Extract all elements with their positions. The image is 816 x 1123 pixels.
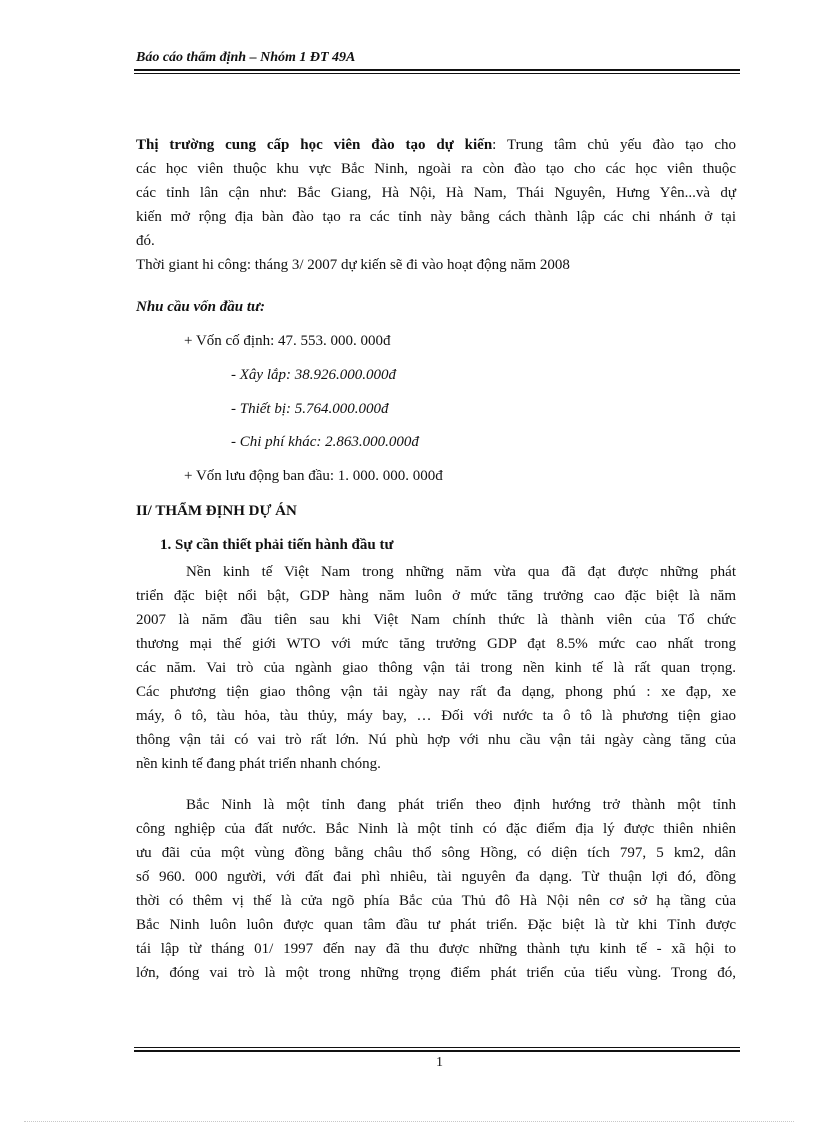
- market-label: Thị trường cung cấp học viên đào tạo dự kiến: [136, 137, 493, 153]
- paragraph-1: [136, 560, 736, 776]
- schedule-line: Thời giant hi công: tháng 3/ 2007 dự kiến sẽ đi vào hoạt động năm 2008: [136, 257, 570, 273]
- header-rule-top: [134, 69, 740, 71]
- capital-other: - Chi phí khác: 2.863.000.000đ: [231, 434, 419, 450]
- capital-construction: - Xây lắp: 38.926.000.000đ: [231, 367, 396, 383]
- para2-line: số 960. 000 người, với đất đai phì nhiêu, tài nguyên đa dạng. Từ thuận lợi đó, đồng: [136, 869, 736, 885]
- capital-working: + Vốn lưu động ban đầu: 1. 000. 000. 000đ: [184, 468, 443, 484]
- para1-line: Nền kinh tế Việt Nam trong những năm vừa qua đã đạt được những phát: [186, 564, 736, 580]
- para1-line: máy, ô tô, tàu hỏa, tàu thủy, máy bay, … Đối với nước ta ô tô là phương tiện giao: [136, 708, 736, 724]
- para1-line: Các phương tiện giao thông vận tải ngày nay rất đa dạng, phong phú : xe đạp, xe: [136, 684, 736, 700]
- market-line-4: kiến mở rộng địa bàn đào tạo ra các tỉnh này bằng cách thành lập các chi nhánh ở tại: [136, 209, 736, 225]
- footer-rule-top: [134, 1047, 740, 1048]
- capital-equipment: - Thiết bị: 5.764.000.000đ: [231, 401, 389, 417]
- para1-line: 2007 là năm đầu tiên sau khi Việt Nam chính thức là thành viên của Tổ chức: [136, 612, 736, 628]
- market-line-1: [136, 133, 736, 157]
- capital-heading: [136, 295, 736, 319]
- section2-sub1: 1. Sự cần thiết phải tiến hành đầu tư: [160, 537, 394, 553]
- para1-line: thông vận tải có vai trò rất lớn. Nú phù hợp với nhu cầu vận tải ngày càng tăng của: [136, 732, 736, 748]
- market-line1-rest: : Trung tâm chủ yếu đào tạo cho: [492, 137, 736, 153]
- para1-line: các năm. Vai trò của ngành giao thông vận tải trong nền kinh tế là rất quan trọng.: [136, 660, 736, 676]
- capital-heading-text: Nhu cầu vốn đầu tư:: [136, 299, 266, 315]
- para2-line: lớn, đóng vai trò là một trong những trọng điểm phát triển của tiểu vùng. Trong đó,: [136, 965, 736, 981]
- para1-line: thương mại thế giới WTO với mức tăng trưởng GDP đạt 8.5% mức cao nhất trong: [136, 636, 736, 652]
- page-edge-dotted-line: [24, 1121, 794, 1122]
- para2-line: ưu đãi của một vùng đồng bằng châu thổ sông Hồng, có diện tích 797, 5 km2, dân: [136, 845, 736, 861]
- market-line-2: các học viên thuộc khu vực Bắc Ninh, ngoài ra còn đào tạo cho các học viên thuộc: [136, 161, 736, 177]
- para2-line: công nghiệp của đất nước. Bắc Ninh là một tỉnh có đặc điểm địa lý được thiên nhiên: [136, 821, 736, 837]
- paragraph-2: [136, 793, 736, 985]
- section2-heading: II/ THẨM ĐỊNH DỰ ÁN: [136, 503, 297, 519]
- market-line-3: các tỉnh lân cận như: Bắc Giang, Hà Nội, Hà Nam, Thái Nguyên, Hưng Yên...và dự: [136, 185, 736, 201]
- para2-line: Bắc Ninh là một tỉnh đang phát triển theo định hướng trở thành một tỉnh: [186, 797, 736, 813]
- footer-rule-bottom: [134, 1050, 740, 1052]
- capital-fixed: + Vốn cố định: 47. 553. 000. 000đ: [184, 333, 391, 349]
- market-paragraph: [136, 133, 736, 277]
- para2-line: thời có thêm vị thế là cửa ngõ phía Bắc của Thủ đô Hà Nội nên cơ sở hạ tầng của: [136, 893, 736, 909]
- header-title: Báo cáo thẩm định – Nhóm 1 ĐT 49A: [136, 50, 356, 65]
- para1-line: nền kinh tế đang phát triển nhanh chóng.: [136, 756, 381, 772]
- page-number: 1: [436, 1055, 443, 1070]
- header-rule-bottom: [134, 73, 740, 74]
- market-line-5: đó.: [136, 233, 155, 249]
- para2-line: tái lập từ tháng 01/ 1997 đến nay đã thu được những thành tựu kinh tế - xã hội to: [136, 941, 736, 957]
- para2-line: Bắc Ninh luôn luôn được quan tâm đầu tư phát triển. Đặc biệt là từ khi Tỉnh được: [136, 917, 736, 933]
- para1-line: triển đặc biệt nổi bật, GDP hàng năm luôn ở mức tăng trưởng cao đặc biệt là năm: [136, 588, 736, 604]
